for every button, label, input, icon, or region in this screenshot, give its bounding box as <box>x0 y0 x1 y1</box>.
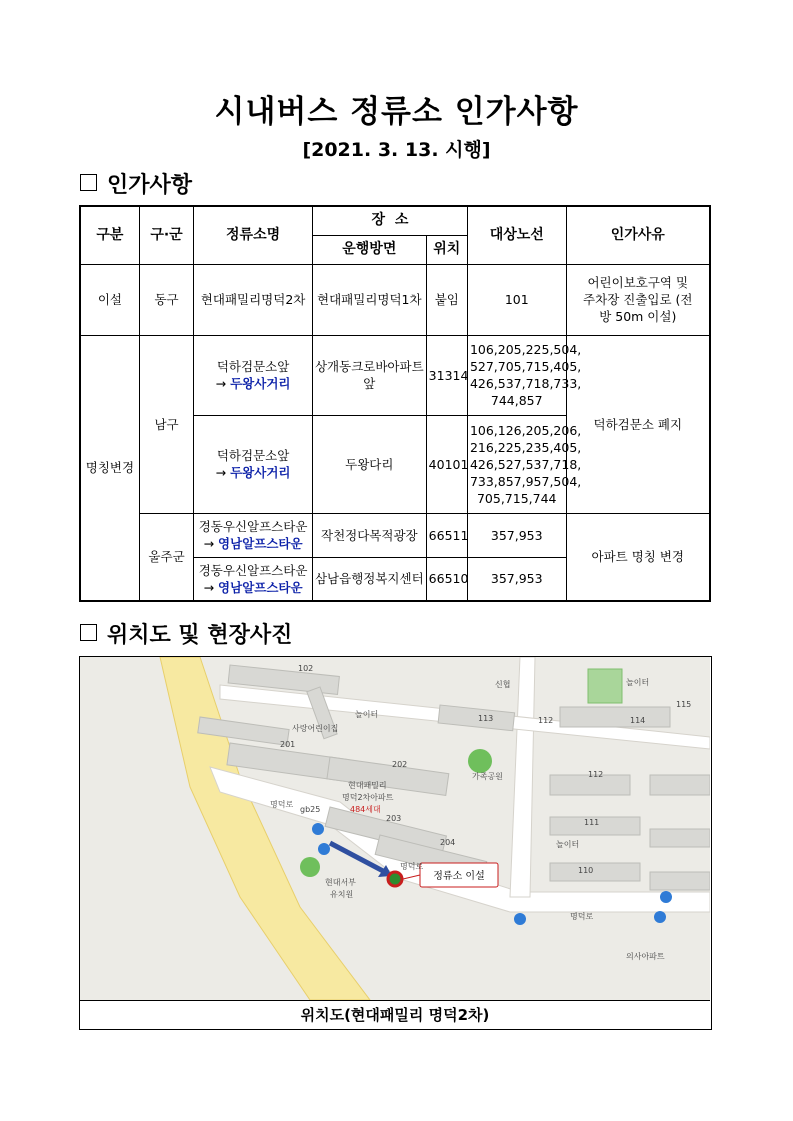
label-b110: 110 <box>578 866 594 875</box>
stop-new-name: 영남알프스타운 <box>218 579 303 595</box>
family-park-icon <box>468 749 492 773</box>
label-b202: 202 <box>392 760 408 769</box>
cell-stop-name <box>194 513 313 557</box>
map-canvas <box>80 657 710 1000</box>
label-road1: 명덕로 <box>270 800 294 809</box>
document-title: 시내버스 정류소 인가사항 <box>214 94 579 130</box>
cell-category: 이설 <box>80 264 139 335</box>
park-area <box>588 669 622 703</box>
stop-old-name: 경동우신알프스타운 <box>198 519 308 534</box>
approval-table <box>79 205 711 602</box>
label-b112a: 112 <box>538 716 554 725</box>
label-b112b: 112 <box>588 770 604 779</box>
cell-routes: 106,126,205,206, 216,225,235,405, 426,527,537,718, 733,857,957,504, 705,715,744 <box>467 415 566 513</box>
cell-reason: 덕하검문소 폐지 <box>566 335 710 513</box>
label-b113: 113 <box>478 714 494 723</box>
map-caption: 위치도(현대패밀리 명덕2차) <box>300 1006 490 1024</box>
stop-new-name: 두왕사거리 <box>230 376 291 391</box>
label-b102: 102 <box>298 664 314 673</box>
label-b204: 204 <box>440 838 456 847</box>
label-kinder1: 현대서부 <box>325 878 356 887</box>
checkbox-square-icon <box>80 174 97 191</box>
cell-routes: 101 <box>467 264 566 335</box>
cell-reason: 어린이보호구역 및 주차장 진출입로 (전방 50m 이설) <box>566 264 710 335</box>
cell-direction: 현대패밀리명덕1차 <box>312 264 426 335</box>
header-district: 구·군 <box>139 206 193 264</box>
cell-position: 붙임 <box>426 264 467 335</box>
stop-old-name: 덕하검문소앞 <box>216 448 290 463</box>
stop-old-name: 덕하검문소앞 <box>216 359 290 374</box>
cell-district: 동구 <box>139 264 193 335</box>
arrow-icon: → <box>203 536 215 551</box>
cell-routes: 357,953 <box>467 513 566 557</box>
label-uisa: 의사아파트 <box>626 952 665 961</box>
location-map <box>80 657 710 1001</box>
cell-category: 명칭변경 <box>80 335 139 601</box>
label-b115: 115 <box>676 700 692 709</box>
label-b201: 201 <box>280 740 296 749</box>
vertical-road <box>510 657 535 897</box>
cell-direction: 삼남읍행정복지센터 <box>312 557 426 601</box>
cell-position: 66511 <box>426 513 467 557</box>
arrow-icon: → <box>215 376 227 391</box>
label-households: 484세대 <box>350 805 381 814</box>
effective-date: [2021. 3. 13. 시행] <box>302 139 491 161</box>
label-b111: 111 <box>584 818 600 827</box>
arrow-icon: → <box>203 579 215 595</box>
label-road3: 명덕로 <box>570 912 594 921</box>
label-saranghada: 사랑어린이집 <box>292 724 339 733</box>
cell-direction: 상개동크로바아파트앞 <box>312 335 426 415</box>
cell-position: 31314 <box>426 335 467 415</box>
table-row <box>80 335 710 415</box>
cell-direction: 작천정다목적광장 <box>312 513 426 557</box>
cell-stop-name <box>194 415 313 513</box>
location-map-frame <box>79 656 712 1030</box>
section-approval-label: 인가사항 <box>107 173 193 198</box>
label-b114: 114 <box>630 716 646 725</box>
cell-stop-name: 현대패밀리명덕2차 <box>194 264 313 335</box>
label-sinhyup: 신협 <box>495 680 511 689</box>
label-playground-top: 놀이터 <box>626 678 650 687</box>
header-reason: 인가사유 <box>566 206 710 264</box>
header-stop-name: 정류소명 <box>194 206 313 264</box>
stop-new-name: 영남알프스타운 <box>218 536 303 551</box>
tree-icon <box>300 857 320 877</box>
label-playground-right: 놀이터 <box>556 840 580 849</box>
label-playground-mid: 놀이터 <box>355 710 379 719</box>
label-family-park: 가족공원 <box>472 772 503 781</box>
cell-district: 남구 <box>139 335 193 513</box>
callout-text: 정류소 이설 <box>433 871 485 882</box>
header-routes: 대상노선 <box>467 206 566 264</box>
label-b203: 203 <box>386 814 402 823</box>
label-apt-name2: 명덕2차아파트 <box>342 793 394 802</box>
header-direction: 운행방면 <box>312 235 426 264</box>
stop-old-name: 경동우신알프스타운 <box>198 562 308 578</box>
new-stop-marker-icon <box>388 872 402 886</box>
header-position: 위치 <box>426 235 467 264</box>
label-road2: 명덕로 <box>400 862 424 871</box>
header-category: 구분 <box>80 206 139 264</box>
cell-stop-name <box>194 335 313 415</box>
cell-stop-name <box>194 557 313 601</box>
table-row <box>80 513 710 557</box>
section-approval <box>80 168 192 199</box>
cell-direction: 두왕다리 <box>312 415 426 513</box>
label-apt-name1: 현대패밀리 <box>348 781 387 790</box>
stop-new-name: 두왕사거리 <box>230 465 291 480</box>
section-location <box>80 618 292 649</box>
cell-reason: 아파트 명칭 변경 <box>566 513 710 601</box>
header-place: 장 소 <box>312 206 467 235</box>
label-kinder2: 유치원 <box>330 890 354 899</box>
arrow-icon: → <box>215 465 227 480</box>
cell-position: 40101 <box>426 415 467 513</box>
label-gb25: gb25 <box>300 805 321 814</box>
table-row <box>80 264 710 335</box>
cell-position: 66510 <box>426 557 467 601</box>
checkbox-square-icon <box>80 624 97 641</box>
cell-routes: 106,205,225,504, 527,705,715,405, 426,537,718,733, 744,857 <box>467 335 566 415</box>
section-location-label: 위치도 및 현장사진 <box>107 623 293 648</box>
cell-routes: 357,953 <box>467 557 566 601</box>
cell-district: 울주군 <box>139 513 193 601</box>
